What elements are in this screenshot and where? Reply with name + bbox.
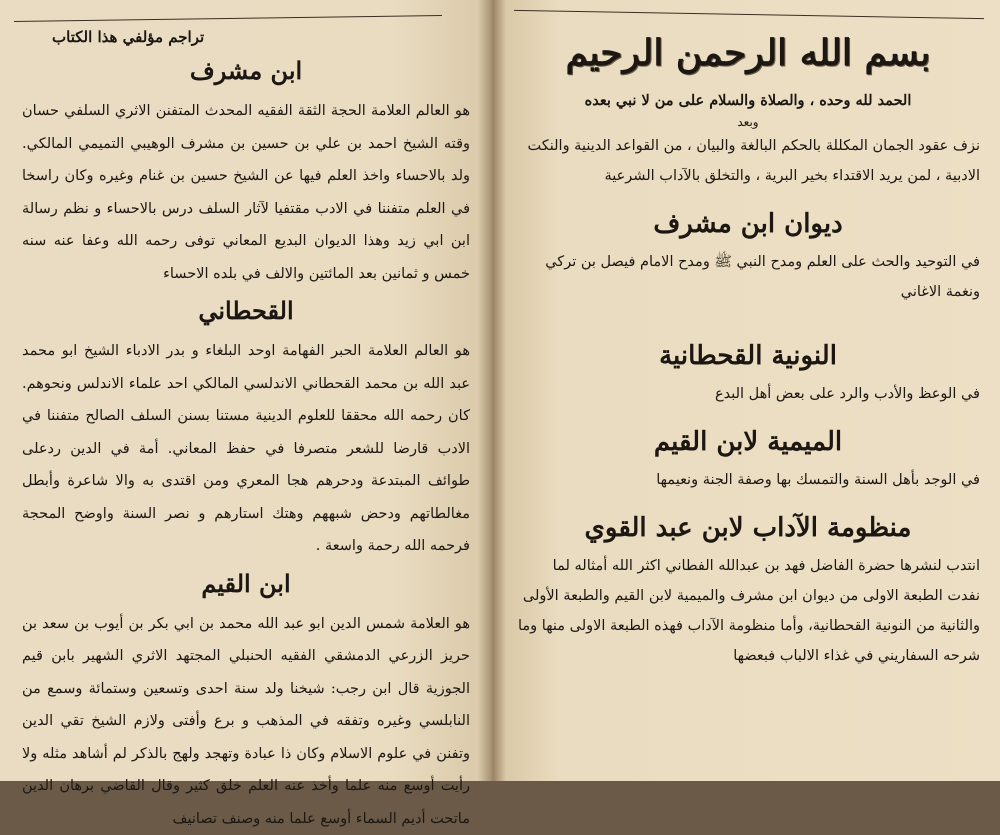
poem-entry-mimiyya	[516, 427, 980, 495]
section-title: القحطاني	[22, 296, 470, 325]
biography-ibn-qayyim	[22, 569, 470, 835]
running-title: تراجم مؤلفي هذا الكتاب	[22, 28, 470, 46]
poem-description: في الوعظ والأدب والرد على بعض أهل البدع	[516, 379, 980, 409]
section-body: هو العلامة شمس الدين ابو عبد الله محمد بن ابي بكر بن أيوب بن سعد بن حريز الزرعي الدمشقي الفقيه الحنبلي المجتهد الاثري الشهير بابن قيم الجوزية قال ابن رجب: شيخنا ولد سنة احدى وتسعين وستمائة وسمع من النابلسي وغيره وتفقه في المذهب و برع وأفتى ولازم الشيخ تقي الدين وتفنن في علوم الاسلام وكان ذا عبادة وتهجد ولهج بالذكر لم أشاهد مثله ولا رأيت أوسع منه علما وأخذ عنه العلم خلق كثير وقال القاضي برهان الدين ماتحت أديم السماء أوسع علما منه وصنف تصانيف	[22, 608, 470, 835]
poem-description: في الوجد بأهل السنة والتمسك بها وصفة الجنة ونعيمها	[516, 465, 980, 495]
section-title: ابن مشرف	[22, 56, 470, 85]
intro-praise: الحمد لله وحده ، والصلاة والسلام على من لا نبي بعده	[516, 92, 980, 109]
poem-entry-diwan	[516, 209, 980, 307]
biography-ibn-musharraf	[22, 56, 470, 290]
intro-wa-bad: وبعد	[516, 115, 980, 129]
header-rule	[514, 10, 984, 19]
right-page	[490, 0, 1000, 781]
section-title: ابن القيم	[22, 569, 470, 598]
intro-body: نزف عقود الجمان المكللة بالحكم البالغة والبيان ، من القواعد الدينية والنكت الادبية ، لمن يريد الاقتداء بخير البرية ، والتخلق بالآداب الشرعية	[516, 131, 980, 191]
biography-qahtani	[22, 296, 470, 563]
section-body: هو العالم العلامة الحبر الفهامة اوحد البلغاء و بدر الادباء الشيخ ابو محمد عبد الله بن محمد القحطاني الاندلسي المالكي احد علماء الاندلس ونحوهم. كان رحمه الله محققا للعلوم الدينية مستنا بسنن السلف الصالح متفننا في الادب قارضا للشعر متصرفا في حفظ المعاني. أمة في الدين ردعلى طوائف المبتدعة ودحرهم هجا المعري ومن اقتدى به والا شاعرة وأبطل مغالطاتهم ودحض شبههم وهتك استارهم و نصر السنة واوضح المحجة فرحمه الله رحمة واسعة .	[22, 335, 470, 563]
poem-description: انتدب لنشرها حضرة الفاضل فهد بن عبدالله الفطاني اكثر الله أمثاله لما نفدت الطبعة الاولى من ديوان ابن مشرف والميمية لابن القيم والطبعة الأولى والثانية من النونية القحطانية، وأما منظومة الآداب فهذه الطبعة الاولى منها وما شرحه السفاريني في غذاء الالباب فبعضها	[516, 551, 980, 671]
poem-title: منظومة الآداب لابن عبد القوي	[516, 513, 980, 543]
poem-description: في التوحيد والحث على العلم ومدح النبي ﷺ ومدح الامام فيصل بن تركي ونغمة الاغاني	[516, 247, 980, 307]
poem-entry-adab	[516, 513, 980, 671]
header-rule	[14, 15, 442, 22]
poem-title: الميمية لابن القيم	[516, 427, 980, 457]
section-body: هو العالم العلامة الحجة الثقة الفقيه المحدث المتفنن الاثري السلفي حسان وقته الشيخ احمد بن علي بن حسين بن مشرف الوهيبي التميمي المالكي. ولد بالاحساء واخذ العلم فيها عن الشيخ حسين بن غنام وغيره وكان راسخا في العلم متفننا في الادب مقتفيا لآثار السلف درس بالاحساء و نظم رسالة ابن ابي زيد وهذا الديوان البديع المعاني توفى رحمه الله وعفا عنه سنه خمس و ثمانين بعد المائتين والالف في بلده الاحساء	[22, 95, 470, 290]
poem-title: النونية القحطانية	[516, 341, 980, 371]
poem-title: ديوان ابن مشرف	[516, 209, 980, 239]
left-page	[0, 0, 490, 781]
basmala-calligraphy: بسم الله الرحمن الرحيم	[516, 32, 980, 74]
poem-entry-nuniyya	[516, 341, 980, 409]
